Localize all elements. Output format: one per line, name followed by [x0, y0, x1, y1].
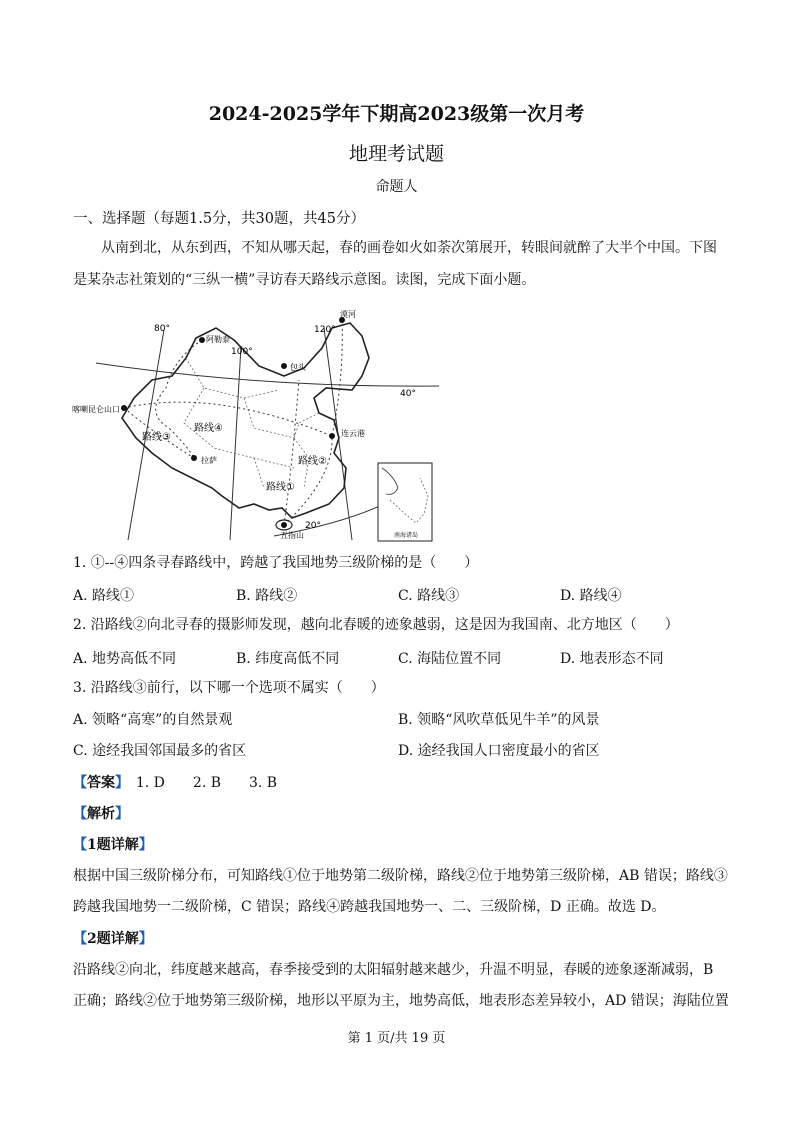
point-lianyungang: [329, 433, 335, 439]
analysis-bracket-open: 【: [73, 806, 87, 822]
detail-2-bracket-close: 】: [138, 931, 153, 947]
detail-2-line-2: 正确；路线②位于地势第三级阶梯，地形以平原为主，地势高低，地表形态差异较小，AD 错误；海陆位置: [73, 993, 729, 1009]
answer-bracket-close: 】: [115, 775, 129, 791]
latitude-40-line: [96, 363, 439, 386]
question-1-stem: 1. ①--④四条寻春路线中，跨越了我国地势三级阶梯的是（ ）: [73, 555, 479, 571]
label-mohe: 漠河: [340, 310, 356, 319]
intro-line-2: 是某杂志社策划的“三纵一横”寻访春天路线示意图。读图，完成下面小题。: [73, 272, 536, 288]
label-wuzhishan: 五指山: [280, 531, 304, 540]
longitude-100-line: [230, 346, 241, 540]
question-3-option-a[interactable]: A. 领略“高寒”的自然景观: [73, 712, 233, 728]
label-lon-100: 100°: [231, 347, 253, 357]
analysis-label: 解析: [87, 806, 115, 822]
detail-1-line-1: 根据中国三级阶梯分布，可知路线①位于地势第二级阶梯，路线②位于地势第三级阶梯，AB 错误；路线③: [73, 868, 728, 884]
analysis-bracket-close: 】: [115, 806, 129, 822]
question-1-option-c[interactable]: C. 路线③: [398, 588, 460, 604]
question-3-option-c[interactable]: C. 途经我国邻国最多的省区: [73, 743, 247, 759]
inset-box: [378, 463, 432, 541]
answer-label: 答案: [87, 775, 115, 791]
detail-2-heading: [73, 928, 153, 948]
answer-bracket-open: 【: [73, 775, 87, 791]
question-3-option-b[interactable]: B. 领略“风吹草低见牛羊”的风景: [398, 712, 600, 728]
question-1-option-a[interactable]: A. 路线①: [73, 588, 135, 604]
detail-2-bracket-open: 【: [73, 931, 87, 947]
point-wuzhishan: [281, 522, 287, 528]
point-karakoram: [121, 405, 127, 411]
question-2-option-d[interactable]: D. 地表形态不同: [560, 651, 664, 667]
label-altay: 阿勒泰: [206, 335, 230, 344]
point-altay: [199, 337, 205, 343]
answer-row: [73, 772, 277, 792]
route-4-path: [124, 402, 332, 436]
label-route-4: 路线④: [194, 423, 223, 434]
label-route-3: 路线③: [142, 432, 171, 443]
section-heading: 一、选择题（每题1.5分，共30题，共45分）: [73, 211, 365, 227]
question-2-option-b[interactable]: B. 纬度高低不同: [236, 651, 340, 667]
label-lon-120: 120°: [314, 325, 336, 335]
answer-values: 1. D 2. B 3. B: [135, 775, 278, 791]
question-2-option-a[interactable]: A. 地势高低不同: [73, 651, 177, 667]
route-map-figure: [72, 310, 444, 544]
point-lhasa: [191, 455, 197, 461]
point-baotou: [281, 363, 287, 369]
exam-title: 2024-2025学年下期高2023级第一次月考: [208, 103, 585, 125]
question-2-stem: 2. 沿路线②向北寻春的摄影师发现，越向北春暖的迹象越弱，这是因为我国南、北方地区（ ）: [73, 617, 679, 633]
label-lon-80: 80°: [154, 324, 170, 334]
inset-label: 南海诸岛: [394, 532, 419, 539]
label-lat-40: 40°: [400, 389, 416, 399]
detail-1-bracket-open: 【: [73, 837, 87, 853]
label-lhasa: 拉萨: [201, 456, 217, 465]
label-karakoram: 喀喇昆仑山口: [72, 405, 120, 414]
route-1-path: [284, 380, 299, 525]
question-1-option-b[interactable]: B. 路线②: [236, 588, 298, 604]
detail-2-line-1: 沿路线②向北，纬度越来越高，春季接受到的太阳辐射越来越少，升温不明显，春暖的迹象逐渐减弱，B: [73, 962, 714, 978]
question-1-option-d[interactable]: D. 路线④: [560, 588, 622, 604]
question-2-option-c[interactable]: C. 海陆位置不同: [398, 651, 502, 667]
analysis-row: [73, 803, 129, 823]
page-footer: 第 1 页/共 19 页: [347, 1031, 446, 1046]
detail-1-label: 1题详解: [87, 837, 139, 853]
exam-subject: 地理考试题: [348, 143, 444, 165]
detail-1-line-2: 跨越我国地势一二级阶梯，C 错误；路线④跨越我国地势一、二、三级阶梯，D 正确。故选 D。: [73, 899, 666, 915]
label-route-1: 路线①: [266, 482, 295, 493]
label-route-2: 路线②: [298, 456, 327, 467]
detail-1-heading: [73, 834, 153, 854]
route-2-path: [284, 320, 342, 525]
detail-2-label: 2题详解: [87, 931, 139, 947]
exam-author: 命题人: [375, 179, 418, 195]
question-3-stem: 3. 沿路线③前行，以下哪一个选项不属实（ ）: [73, 680, 385, 696]
detail-1-bracket-close: 】: [138, 837, 153, 853]
label-lianyungang: 连云港: [341, 429, 365, 438]
label-baotou: 包头: [290, 363, 306, 372]
question-3-option-d[interactable]: D. 途经我国人口密度最小的省区: [398, 743, 600, 759]
label-lat-20: 20°: [305, 521, 321, 531]
intro-line-1: 从南到北，从东到西，不知从哪天起，春的画卷如火如荼次第展开，转眼间就醉了大半个中国。下图: [101, 240, 717, 256]
